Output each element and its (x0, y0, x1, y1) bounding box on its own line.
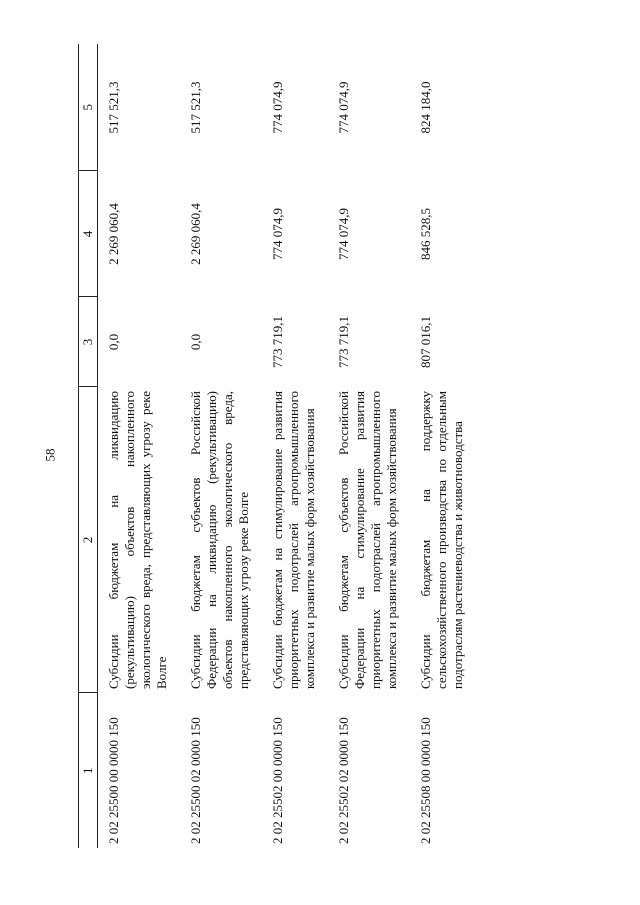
value-col4-cell: 2 269 060,4 (106, 203, 121, 265)
value-col3-cell: 773 719,1 (270, 316, 285, 368)
budget-name-cell: Субсидии бюджетам на ликвидацию (рекультивацию) объектов накопленного экологического вреда, представляющих угрозу реке Волге (106, 391, 169, 689)
budget-code-cell: 2 02 25502 02 0000 150 (336, 717, 351, 844)
budget-name-cell: Субсидии бюджетам на поддержку сельскохозяйственного производства по отдельным подотраслям растениеводства и животноводства (418, 391, 465, 689)
budget-name-cell: Субсидии бюджетам субъектов Российской Федерации на стимулирование развития приоритетных подотраслей агропромышленного комплекса и развитие малых форм хозяйствования (336, 391, 399, 689)
value-col5-cell: 774 074,9 (270, 81, 285, 134)
budget-code-cell: 2 02 25502 00 0000 150 (270, 717, 285, 844)
column-header-2: 2 (79, 387, 98, 693)
rotated-table-container (78, 44, 548, 848)
column-header-5: 5 (79, 44, 98, 171)
table-row (98, 44, 181, 848)
value-col3-cell: 807 016,1 (418, 316, 433, 368)
budget-name-cell: Субсидии бюджетам субъектов Российской Федерации на ликвидацию (рекультивацию) объектов накопленного экологического вреда, представляющих угрозу реке Волге (188, 391, 251, 689)
value-col5-cell: 517 521,3 (106, 81, 121, 134)
value-col4-cell: 774 074,9 (270, 208, 285, 260)
value-col3-cell: 0,0 (188, 333, 203, 351)
value-col3-cell: 0,0 (106, 333, 121, 351)
budget-table (78, 44, 470, 848)
column-header-3: 3 (79, 297, 98, 387)
table-row (410, 44, 470, 848)
column-header-1: 1 (79, 693, 98, 848)
table-row (180, 44, 262, 848)
value-col5-cell: 517 521,3 (188, 81, 203, 134)
table-row (262, 44, 328, 848)
value-col4-cell: 774 074,9 (336, 208, 351, 260)
value-col4-cell: 2 269 060,4 (188, 203, 203, 265)
table-row (328, 44, 410, 848)
value-col3-cell: 773 719,1 (336, 316, 351, 368)
budget-name-cell: Субсидии бюджетам на стимулирование развития приоритетных подотраслей агропромышленного комплекса и развитие малых форм хозяйствования (270, 391, 317, 689)
value-col5-cell: 824 184,0 (418, 81, 433, 134)
budget-code-cell: 2 02 25500 02 0000 150 (188, 717, 203, 844)
page-number: 58 (42, 448, 58, 462)
value-col4-cell: 846 528,5 (418, 208, 433, 260)
table-header-row (79, 44, 98, 848)
budget-code-cell: 2 02 25508 00 0000 150 (418, 717, 433, 844)
column-header-4: 4 (79, 171, 98, 297)
budget-code-cell: 2 02 25500 00 0000 150 (106, 717, 121, 844)
value-col5-cell: 774 074,9 (336, 81, 351, 134)
